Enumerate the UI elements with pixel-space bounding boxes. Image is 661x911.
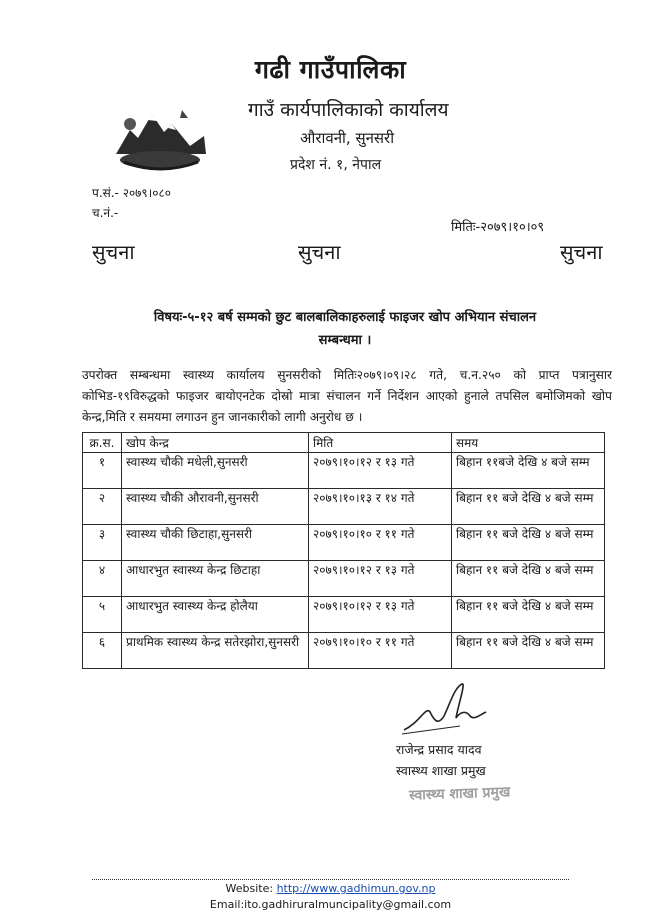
cell-date: २०७९।१०।१२ र १३ गते bbox=[309, 597, 452, 633]
subject bbox=[80, 306, 610, 352]
cell-time: बिहान ११बजे देखि ४ बजे सम्म bbox=[452, 453, 605, 489]
signatory-name: राजेन्द्र प्रसाद यादव bbox=[396, 742, 482, 757]
cell-date: २०७९।१०।१३ र १४ गते bbox=[309, 489, 452, 525]
cell-serial: ६ bbox=[83, 633, 122, 669]
vaccination-schedule-table bbox=[82, 432, 605, 669]
cell-center: आधारभुत स्वास्थ्य केन्द्र छिटाहा bbox=[122, 561, 309, 597]
notice-label: सुचना bbox=[298, 240, 341, 264]
letter-date: मितिः-२०७९।१०।०९ bbox=[451, 220, 545, 235]
table-row bbox=[83, 597, 605, 633]
table-row bbox=[83, 453, 605, 489]
cell-center: स्वास्थ्य चौकी औरावनी,सुनसरी bbox=[122, 489, 309, 525]
table-row bbox=[83, 489, 605, 525]
header-serial: क्र.स. bbox=[83, 433, 122, 453]
dispatch-number: च.नं.- bbox=[92, 206, 119, 220]
signatory-role: स्वास्थ्य शाखा प्रमुख bbox=[396, 763, 486, 778]
cell-center: स्वास्थ्य चौकी छिटाहा,सुनसरी bbox=[122, 525, 309, 561]
header-time: समय bbox=[452, 433, 605, 453]
table-row bbox=[83, 633, 605, 669]
cell-serial: ४ bbox=[83, 561, 122, 597]
header-center: खोप केन्द्र bbox=[122, 433, 309, 453]
body-paragraph: उपरोक्त सम्बन्धमा स्वास्थ्य कार्यालय सुनसरीको मितिः२०७९।०९।२८ गते, च.न.२५० को प्राप्त पत्रानुसार कोभिड-१९विरुद्धको फाइजर बायोएनटेक दोस्रो मात्रा संचालन गर्ने निर्देशन आएको हुनाले तपसिल बमोजिमको खोप केन्द्र,मिति र समयमा लगाउन हुन जानकारीको लागी अनुरोध छ । bbox=[82, 368, 612, 424]
cell-serial: १ bbox=[83, 453, 122, 489]
cell-time: बिहान ११ बजे देखि ४ बजे सम्म bbox=[452, 561, 605, 597]
official-stamp: स्वास्थ्य शाखा प्रमुख bbox=[408, 784, 511, 804]
cell-time: बिहान ११ बजे देखि ४ बजे सम्म bbox=[452, 597, 605, 633]
cell-center: प्राथमिक स्वास्थ्य केन्द्र सतेरझोरा,सुनसरी bbox=[122, 633, 309, 669]
notice-label: सुचना bbox=[92, 240, 135, 264]
cell-date: २०७९।१०।१२ र १३ गते bbox=[309, 453, 452, 489]
cell-date: २०७९।१०।१० र ११ गते bbox=[309, 525, 452, 561]
footer-email: Email:ito.gadhiruralmuncipality@gmail.com bbox=[209, 898, 452, 911]
subject-line-1: विषयः-५-१२ बर्ष सम्मको छुट बालबालिकाहरुलाई फाइजर खोप अभियान संचालन bbox=[153, 310, 537, 325]
address-line-1: औरावनी, सुनसरी bbox=[300, 129, 395, 147]
cell-time: बिहान ११ बजे देखि ४ बजे सम्म bbox=[452, 633, 605, 669]
table-row bbox=[83, 525, 605, 561]
office-name: गाउँ कार्यपालिकाको कार्यालय bbox=[248, 99, 449, 121]
footer-divider bbox=[92, 879, 569, 880]
website-link[interactable]: http://www.gadhimun.gov.np bbox=[276, 882, 436, 895]
subject-line-2: सम्बन्धमा । bbox=[318, 333, 372, 348]
cell-serial: ३ bbox=[83, 525, 122, 561]
cell-date: २०७९।१०।१२ र १३ गते bbox=[309, 561, 452, 597]
municipality-title: गढी गाउँपालिका bbox=[254, 55, 407, 84]
footer-website bbox=[0, 882, 661, 895]
cell-time: बिहान ११ बजे देखि ४ बजे सम्म bbox=[452, 489, 605, 525]
cell-center: आधारभुत स्वास्थ्य केन्द्र होलैया bbox=[122, 597, 309, 633]
cell-serial: २ bbox=[83, 489, 122, 525]
cell-date: २०७९।१०।१० र ११ गते bbox=[309, 633, 452, 669]
signature-scribble bbox=[400, 676, 490, 736]
header-date: मिति bbox=[309, 433, 452, 453]
government-emblem-icon bbox=[108, 96, 212, 178]
cell-time: बिहान ११ बजे देखि ४ बजे सम्म bbox=[452, 525, 605, 561]
website-label: Website: bbox=[225, 882, 274, 895]
table-row bbox=[83, 561, 605, 597]
cell-center: स्वास्थ्य चौकी मधेली,सुनसरी bbox=[122, 453, 309, 489]
notice-label: सुचना bbox=[560, 240, 603, 264]
table-header-row bbox=[83, 433, 605, 453]
cell-serial: ५ bbox=[83, 597, 122, 633]
reference-number: प.सं.- २०७९।०८० bbox=[92, 186, 171, 200]
address-line-2: प्रदेश नं. १, नेपाल bbox=[290, 157, 382, 173]
